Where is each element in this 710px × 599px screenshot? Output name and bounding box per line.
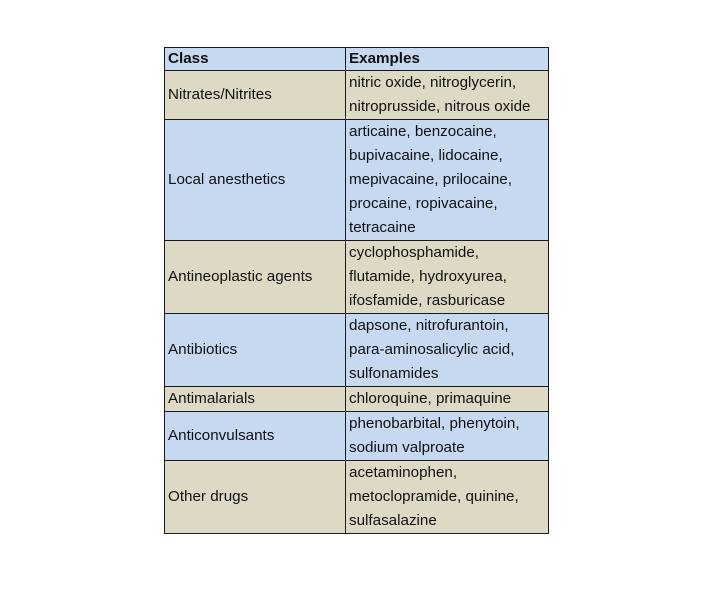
header-class: Class	[165, 48, 346, 71]
examples-cell: nitric oxide, nitroglycerin, nitroprusside, nitrous oxide	[346, 71, 549, 120]
examples-cell: acetaminophen, metoclopramide, quinine, sulfasalazine	[346, 461, 549, 534]
table-row	[165, 120, 549, 241]
table-row	[165, 241, 549, 314]
table-row	[165, 71, 549, 120]
class-cell: Other drugs	[165, 461, 346, 534]
examples-cell: dapsone, nitrofurantoin, para-aminosalicylic acid, sulfonamides	[346, 314, 549, 387]
table-row	[165, 314, 549, 387]
drug-class-table	[164, 47, 549, 534]
drug-class-table-container	[164, 47, 548, 534]
examples-cell: articaine, benzocaine, bupivacaine, lidocaine, mepivacaine, prilocaine, procaine, ropivacaine, tetracaine	[346, 120, 549, 241]
class-cell: Nitrates/Nitrites	[165, 71, 346, 120]
examples-cell: chloroquine, primaquine	[346, 387, 549, 412]
class-cell: Antibiotics	[165, 314, 346, 387]
table-row	[165, 412, 549, 461]
examples-cell: phenobarbital, phenytoin, sodium valproate	[346, 412, 549, 461]
examples-cell: cyclophosphamide, flutamide, hydroxyurea, ifosfamide, rasburicase	[346, 241, 549, 314]
table-row	[165, 387, 549, 412]
table-row	[165, 461, 549, 534]
class-cell: Antimalarials	[165, 387, 346, 412]
header-examples: Examples	[346, 48, 549, 71]
class-cell: Local anesthetics	[165, 120, 346, 241]
class-cell: Antineoplastic agents	[165, 241, 346, 314]
table-header-row	[165, 48, 549, 71]
class-cell: Anticonvulsants	[165, 412, 346, 461]
